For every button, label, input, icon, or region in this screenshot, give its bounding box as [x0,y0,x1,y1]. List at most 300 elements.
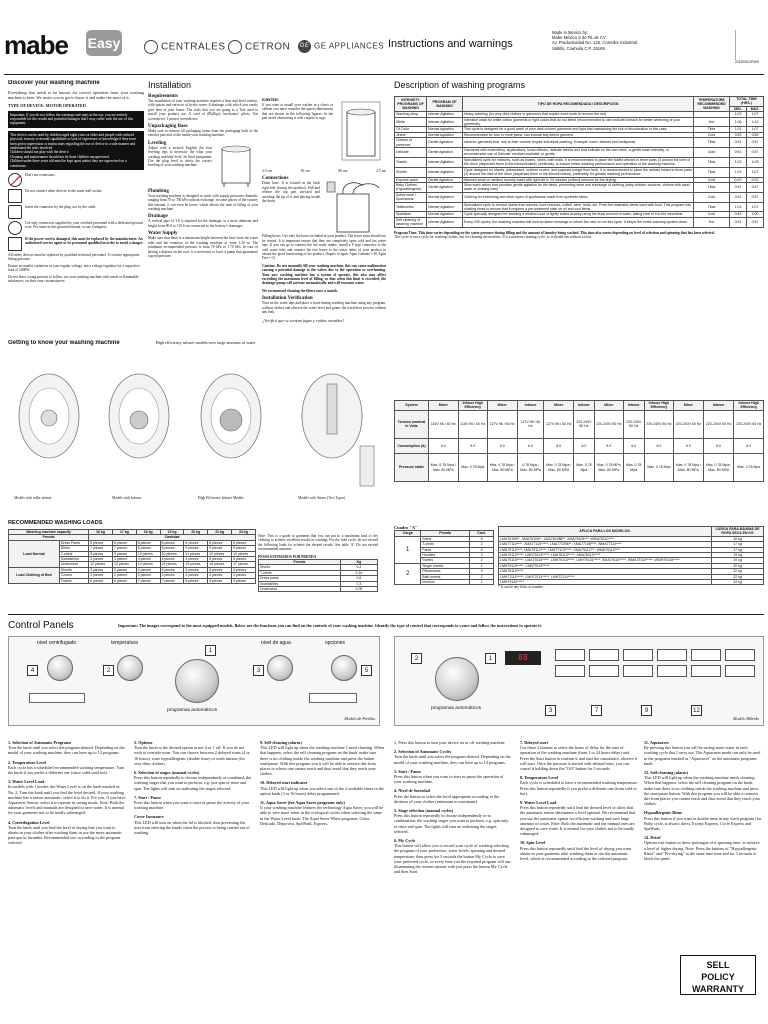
function-text: 1. Press this button to turn your device on or off washing machine. [394,740,506,745]
electric-copy [262,98,333,168]
plumbing-heading: Plumbing [148,188,169,194]
option-button[interactable] [725,649,755,661]
program-cell: 1:00 [747,212,764,217]
cuadro-title: Cuadro "A" [394,526,418,530]
function-heading: 3. Water Level Load [8,779,45,785]
page-header [0,0,768,70]
program-cell: Sheets [395,167,427,177]
callout-7: 7 [591,705,602,716]
garment-name: Sheets [59,567,88,572]
col-header: TIPO DE ROPA RECOMENDADA / DESCRIPCIÓN [463,97,694,112]
verify-question: ¿Verificó que se sientan fugas y ruidos extraños? [262,317,345,323]
program-cell: 0:53 [730,132,747,137]
leveling-block [148,141,258,189]
panel-label: nivel de agua [261,640,291,646]
garment-qty: 14 pieces [160,562,184,567]
capacity-header: Washing machine capacity [9,530,89,535]
cuadro-qty: 3 [470,553,494,558]
infuser-machine [104,356,174,494]
warning-text: Ensure no nearby variations in your regular voltage, use a voltage regulator for a capacitive load of 1000W. [8,263,140,273]
option-button[interactable] [589,665,619,677]
program-cell: 0:57 [747,182,764,192]
weight-kg: 0.6 [340,576,377,581]
weight-kg: 0.2 [340,565,377,570]
program-cell: 1:01 [730,127,747,132]
option-button[interactable] [623,665,653,677]
program-cell: Tibia [694,182,730,192]
garment-qty: 3 pieces [112,557,136,562]
models-footnote: * It can be any letter or number [498,585,544,590]
cuadro-garment: Pillowcases [421,569,470,574]
model-capacity: 16 kg [712,536,764,541]
option-button[interactable] [725,665,755,677]
cuadro-garment: Towels [421,558,470,563]
model-list: LMA76105**, XMA76105**, LMA761088**, XMA75105***, WMA76110**** [499,536,712,541]
spec-cell: Max. 0.78 Mpa [458,454,487,482]
electric-section [262,98,386,342]
plug-icon [8,205,22,219]
garment-qty: 4 pieces [136,557,160,562]
garment-qty: 16 pieces [208,562,232,567]
models-body [499,536,764,585]
connections-text: Drain hose. It is located at the back right side (facing the product). Pull and release the top part outward and avoiding the tip of it and placing inside the drain. [262,181,320,204]
sell-line: SELL [706,960,730,970]
weight-garment: Sweatshirts [259,581,341,586]
program-cell: Intense Agitation [427,112,463,117]
model-capacity: 24 kg [712,580,764,585]
program-cell: 0:51 [730,217,747,227]
spec-cell: Consumption (A) [395,438,429,453]
program-cell: 0:20 [730,177,747,182]
warning-item [8,205,144,219]
model-capacity: 20 kg [712,563,764,568]
children-text: This device can be used by children aged eight years or older and people with reduced physical, sensory or mental capabilities or lack of experience or knowledge if they have been given supervision or instructions regarding the use of device in a safe manner and understand the risks involved. [10,132,137,151]
cabinet-illustration [336,98,386,168]
programs-header-row [395,97,764,107]
option-button[interactable] [657,649,687,661]
function-heading: 4. Centrifugation Level [8,819,50,825]
weight-kg: 0.16 [340,570,377,575]
garment-name: Towels [59,578,88,583]
program-cell: Clothes of presence [395,138,427,148]
loads-table [8,529,256,584]
recommend-filter-text: We recommend cleaning the filters once a month. [262,288,338,293]
garment-qty: 9 pieces [232,546,256,551]
function-heading: 11. Aquasaver [644,740,670,745]
program-time-note: Program Time. This time varies depending on the water pressure during filling and the amount of laundry being washed. This time also varies depending on level of selection and spinning that has been selected. [394,230,715,235]
function-heading: Cover Insurance [134,814,164,820]
spec-cell: 6.0 [458,438,487,453]
option-button[interactable] [555,665,585,677]
spec-cell: Max. 0.78 MPa Max. 80 MPa [594,454,623,482]
models-header [499,527,764,537]
program-row [395,177,764,182]
function-heading: 9. Self-cleaning (alarm) [260,740,302,745]
spec-cell: 220-240V 60 Hz [734,410,764,438]
warning-footer: Do not leave young persons to follow, use your washing machine with needs or flammable substances, on their own circumstances. [8,274,139,284]
children-text: Children under three years old must be kept apart unless they are supervised on a continuous. [10,159,127,168]
dimension-label: 2.5 cm [262,169,272,173]
spec-row [395,438,764,453]
function-heading: 9. Water Level Load [520,800,557,806]
model-list: LMA77110****, XMA77110*****, LMA771096**, XMA77108****, WMA77110**** [499,542,712,547]
spec-cell: 6.0 [517,438,544,453]
knob-model-caption: Modelo de Perillas [344,716,375,721]
weights-title: PESOS ESTIMADOS POR PRENDA [258,554,317,559]
garment-qty: 6 pieces [208,540,232,545]
program-cell: Active wear / Sportswear [395,192,427,202]
garment-qty: 5 pieces [89,540,113,545]
stage-buttons[interactable] [29,693,85,703]
start-pause-button[interactable] [309,693,357,703]
weight-garment: Shorts [259,565,341,570]
function-text: If your washing machine features the technology Aqua Saver, you will be able to save more water in the ecological cycles when selecting the same in the Water Level knob. The Aqua Saver White programs, Color, Delicado, Deportiva, SpaWash, Express. [260,805,384,826]
garment-qty: 3 pieces [89,567,113,572]
button-grid [555,649,755,677]
option-button[interactable] [691,649,721,661]
col-header: Prenda [9,535,89,540]
drainage-heading: Drainage [148,214,168,220]
garment-name: Shirts [59,546,88,551]
installation-section [148,80,258,342]
function-heading: 10. Delayed start indicator [260,780,308,786]
spec-cell: 6.0 [674,438,704,453]
spec-cell: 6.0 [623,438,644,453]
discover-intro: Everything that needs to be known for correct operation from your washing machine is here. We invite you to get to know it and make the most of it. [8,90,144,101]
functions-col-4 [394,740,512,1020]
program-row [395,212,764,217]
program-cell: Intense Agitation [427,157,463,167]
ge-monogram-icon: GE [298,40,311,53]
function-heading: 5. Stage selection (manual cycles) [394,808,454,814]
sell-line: POLICY [701,972,735,982]
program-cell: Cold [694,177,730,182]
col-header: APLICA PARA LOS MODELOS: [499,527,712,537]
maker-line: Made in Mexico by: [552,30,589,35]
option-button[interactable] [589,649,619,661]
garment-qty: 5 pieces [232,557,256,562]
garment-qty: 8 pieces [160,546,184,551]
function-text: This LED will light up when you select one of the 2 available times in the option knob (3 or 16 hours) delay programmed. [260,785,384,796]
garment-qty: 2 pieces [160,573,184,578]
cuadro-qty: 1 [470,580,494,585]
functions-col-3 [260,740,384,1020]
program-cell: This cycle is designed for a good wash of your dark colored garments and light that maintaining the tick of discoloration in this case. [463,127,694,132]
water-supply-text: Make sure that there is a maximum height between the base from the water inlet and the retention of the washing machine of from 1.20 m. The minimum recommended pressure is from 76 kPa or 1.70 kPa. In case of having a deposit on the roof, it is necessary to have a pump that guarantees a good pressure. [148,236,258,258]
function-text: Turn the knob until you find the level of drying that you want to obtain in your clothes after washing them or use the more automatic para que lo incumba. Recommended use, according to the program selected. [8,824,123,846]
garment-qty: 8 pieces [136,546,160,551]
spec-cell: 220-240V 50 Hz [573,410,594,438]
document-title: Instructions and warnings [388,38,513,50]
function-text: Turn the knob to the desired option at not if or 1 off. If you do not wish to override none. You can choose between 2 delayed starts (4 or 16 hours), rinse hypoallergenic (double rinse) or wash intense (for very dirty clothes). [134,745,250,766]
function-text: This LED will light up when the washing machine 1 need cleaning. When that happens, select the self cleaning program on the knob, make sure there is no clothing inside the washing machine and press the button start/pause. With this program you it will be able to remove dirt from places to whose one cannot reach and thus avoid that they reach your clothes. [260,745,384,777]
function-heading: 8. Temperature Level [520,775,559,781]
model-capacity: 19 kg [712,558,764,563]
control-panels-title: Control Panels [8,620,74,631]
garment-qty: 4 pieces [136,567,160,572]
program-cell: Every 200 cycles, the washing machine will emit an alarm message to inform the user to run this cycle. It keeps the entire washing system clean. [463,217,694,227]
spec-cell: Max. 0.78 Mpa / Max. 80 MPa [429,454,459,482]
spec-cell: 6.0 [488,438,518,453]
garment-qty: 3 pieces [112,567,136,572]
weight-row [259,587,378,592]
spec-cell: 127V 96 / 60 Hz [517,410,544,438]
garment-name: Dress Pants [59,540,88,545]
program-cell: Of Color [395,127,427,132]
loads-section [8,520,256,610]
program-cell: Tibia [694,167,730,177]
garment-qty: 8 pieces [184,578,208,583]
program-cell: 0:57 [747,192,764,202]
model-caption: High Efficiency Infuser Models [198,496,244,500]
garment-qty: 6 pieces [89,578,113,583]
weights-body [259,565,378,592]
function-text: Press this button repeatedly until find the level of drying you want obtain in your garments after washing them or use the automatic level, which is recommended according to the selected program. [520,845,632,862]
no-extension-icon [8,173,22,187]
program-cell: Intense Agitation [427,217,463,227]
programs-section [394,80,764,400]
program-cell: Cold [694,212,730,217]
connections-block [262,176,386,234]
program-cell: Gentle Agitation [427,148,463,158]
function-text: Turn the knob until you select the program desired. Depending on the model of your washing machine, they can have up to 14 programs. [394,754,511,765]
program-cell: Tibia [694,138,730,148]
program-cell: Gentle Agitation [427,177,463,182]
function-heading: 3. Start / Pause [394,768,421,774]
warning-text: All safety devices must be replaced by qualified technical personnel. To restore appropriate lifting pressure. [8,253,140,262]
cuadro-garment: Pants [421,547,470,552]
model-capacity: 22 kg [712,574,764,579]
garment-qty: 4 pieces [160,567,184,572]
options-knob[interactable] [331,655,357,681]
col-header: Prenda [421,531,470,536]
dimension-label: 2.5 cm [376,169,386,173]
hybrid-control-panel [394,636,764,726]
option-button[interactable] [555,649,585,661]
dimension-label: 30 cm [300,169,310,173]
garment-qty: 6 pieces [136,540,160,545]
col-header: PROGRAM OF WASHING [427,97,463,112]
program-cell: Express wash [395,177,427,182]
children-box [8,131,144,170]
program-cell: 0:57 [747,148,764,158]
hybrid-model-caption: Modelo Híbrido [733,716,759,721]
warning-list [8,173,144,283]
unpacking-heading: Unpackaging Base [148,124,188,130]
model-list: LMA79115*****, LMA79115*****, LMH79116*****, LMH79116*****, XMA79115*****, WMA79115*****, WMH79116***** [499,558,712,563]
verify-heading: Installation Verification [262,296,313,302]
program-cell: Jeans [395,132,427,137]
spec-col-header: Mixer [488,401,518,411]
models-table [498,526,764,585]
spec-cell: Max. 0.78 Mpa / Max. 80 MPa [544,454,574,482]
program-cell: Hot [694,217,730,227]
garment-name: Sweatshirts [59,557,88,562]
function-text: Options exit button or dress prolongue of it spinning time, to achieve a level of higher drying. Note: Press the buttons of "Hypoallergenic Rinse" and "Pre-drying" at the same time time and for 3 seconds to block the panel. [644,840,760,862]
program-cell: Heavy washing (for very dirty clothes or garments that require more work to remove the dirt). [463,112,694,117]
function-text: Press this button when you want to start or pause the activity of your washing machine. [134,800,250,811]
functions-col-5 [520,740,638,1020]
model-caption: Models with roller infuser [14,496,52,500]
model-list: LMA79119***** [499,569,712,574]
garment-qty: 11 pieces [184,551,208,556]
cuadro-qty: 2 [470,574,494,579]
he-infuser-machine [196,356,266,494]
garment-qty: 3 pieces [232,573,256,578]
garment-qty: 6 pieces [112,540,136,545]
garment-qty: 13 pieces [232,551,256,556]
program-cell: Cycle specially designed for washing a medium load of lightly soiled laundry using the least amount of water, taking care of it in the meantime. [463,212,694,217]
maker-line: Av. Productividad No. 125, Corredor Industrial [552,40,638,46]
function-heading: 11. Aqua Saver (for Aqua Saver programs only) [260,800,345,806]
code-box-frame [735,30,765,60]
stirrer-machine [294,356,380,494]
cuadro-header [395,531,494,536]
function-heading: 6. My Cycle [394,838,416,844]
temperature-knob[interactable] [117,655,143,681]
warning-text: Don't use extensions. [25,173,56,178]
dimension-label: 80 cm [338,169,348,173]
model-list: LMA79112****, LMA79112****, LMA77113*****, XMA79112***, WMA79112**** [499,547,712,552]
spec-cell: 6.0 [544,438,574,453]
spec-cell: 220-240V 50 Hz [594,410,623,438]
function-text: Press this button if you want to double rinse in any wash program (for Baby cycle, it always does). Except Express, Cycle Express and SpaWash. [644,815,762,832]
program-row [395,202,764,212]
program-row [395,117,764,127]
weights-table [258,559,378,592]
program-row [395,138,764,148]
function-text: Use these 2 buttons to select the hours of delay for the start of operation of the washing machine (from 1 to 24 hours delay) and Press the Start button to confirm it and start the cumulative, observe it will start. Once the pressure is started with delayed start, you can cancel it holding down the "Off" button for 3 seconds. [520,745,638,772]
callout-2: 2 [103,665,114,676]
installation-title: Installation [148,80,192,90]
program-cell: 0:57 [747,138,764,148]
garment-qty: 6 pieces [232,540,256,545]
garment-qty: 12 pieces [208,551,232,556]
manufacturer-info [552,30,712,51]
program-row [395,217,764,227]
hose-connection-illustration [323,176,385,234]
program-cell: Normal Agitation [427,132,463,137]
know-title: Getting to know your washing machine [8,340,120,346]
function-text: This LED will turn on when the lid is blocked, thus preventing the user from entering the hands when the process is being carried out of washing. [134,819,250,836]
garment-qty: 17 pieces [232,562,256,567]
program-cell: 0:45 [730,212,747,217]
program-cell: Specialized cycle to remove stains from sauces, food residues, coffee, wine, fruits, etc. From the washable items used with food. This program has soaking times to ensure that it requires a pre-treatment stain on oil and cool items. [463,202,694,212]
header-divider [4,74,764,75]
program-cell: 1:07 [747,202,764,212]
cuadro-table [394,530,494,585]
program-cell: Cold [694,132,730,137]
program-cell: 1:12 [747,117,764,127]
spec-cell: 220-240V 50 Hz [644,410,673,438]
sell-policy-warranty-box [680,955,756,995]
loads-title: RECOMMENDED WASHING LOADS [8,520,103,526]
sell-line: WARRANTY [692,984,744,994]
children-text: Cleaning and maintenance should not be done children unsupervised. [10,154,110,159]
option-button[interactable] [691,665,721,677]
spin-knob[interactable] [47,655,73,681]
function-heading: 10. Spin Level [520,840,546,846]
program-cell: Intense Agitation [427,117,463,127]
cycle-knob[interactable] [435,657,479,701]
electric-top [262,98,386,168]
program-cell: Recommended for four or more jeans, can include any denim garment. [463,132,694,137]
garment-qty: 9 pieces [232,578,256,583]
function-text: Press this button repeatedly to choose independently or in combination, the washing stages you want to perform, e.g. spin only or rinse and spin. The lights will turn on indicating the stages selected. [394,813,509,834]
doc-code: 2114D321P003 [735,60,760,64]
panel-sublabel: programas automáticos [431,706,482,711]
garment-qty: 5 pieces [232,567,256,572]
cuadro-garment: T-shirts [421,542,470,547]
garment-qty: 4 pieces [184,567,208,572]
program-cell: SpaWash [395,212,427,217]
drainage-text: A vertical pipe of 3.8 is required for the drainage, or a more diameter and height from 90.8 to 110.8 cm connected to the hosiery's drainages. [148,219,258,228]
program-cell: Tibia [694,157,730,167]
panel-label: nivel centrifugado [37,640,77,646]
program-cell: Tibia [694,127,730,132]
model-capacity: 17 kg [712,542,764,547]
water-level-knob[interactable] [267,655,293,681]
program-cell: Washes small or medium laundry loads with light dirt in 20 minutes (without sensors for the drying). [463,177,694,182]
model-list: LMA79113*****, LMH79113*****, LMA78113*****, XMA78113***** [499,553,712,558]
col-header: MAX. [747,106,764,111]
spec-cell: 6.0 [594,438,623,453]
program-cell: 1:07 [747,167,764,177]
spec-col-header: Infuser High Efficiency [734,401,764,411]
garment-qty: 6 pieces [160,540,184,545]
hybrid-button-grid [555,649,755,709]
cuadro-qty: 5 [470,547,494,552]
function-heading: 6. Selection of stages (manual cycles) [134,770,200,776]
loads-note: Note: This is a guide to garments that you can put in a maximum load of dry clothing to achieve excellent results in washing. For the load cycle, do not exceed the following loads for achieve the desired results. See table 'A'. Do not exceed recommended amounts. [258,534,378,552]
loads-notes [258,534,378,610]
cuadro-garment: Shirts [421,536,470,541]
spec-col-header: Infuser High Efficiency [458,401,487,411]
program-knob[interactable] [175,659,219,703]
cuadro-qty: 5 [470,536,494,541]
spec-cell: Max. 0.78 Mpa / Max. 80 MPa [488,454,518,482]
program-cell: 1:06 [730,117,747,127]
garment-qty: 7 pieces [89,546,113,551]
function-heading: 5. Options [134,740,153,745]
warning-text: Insert the connector by the plug, not by the cable. [25,205,97,210]
warning-item [8,221,144,235]
program-cell: Gentle Agitation [427,138,463,148]
program-row [395,167,764,177]
model-capacity: 22 kg [712,569,764,574]
leveling-illustration [214,141,258,189]
type-heading: TYPE OF DEVICE: MOTOR OPERATED [8,103,86,109]
cuadro-left [394,526,494,590]
col-header: Carga [395,531,421,536]
spec-col-header: Infuser [573,401,594,411]
weight-garment: Dress pants [259,576,341,581]
spec-cell: 116V 96 / 60 Hz [458,410,487,438]
warning-text: If the power cord is damaged, this must be replaced by the manufacturer. An authorized service agent or by personnel qualified in order to avoid a danger. [25,237,144,246]
electric-text: If you want to install your washer in a closet or cabinet you must consider the spaces dimensions that are shown in the following figures. In the pad avoid obstructing it with carpets or rugs. [262,103,333,121]
garment-qty: 2 pieces [184,573,208,578]
garment-qty: 15 pieces [184,562,208,567]
option-button[interactable] [623,649,653,661]
program-cell: Ideal for garments that, due to their volume require individual washing. Example: towel, blanket and bedspread. [463,138,694,148]
garment-name: Underwear [59,562,88,567]
option-button[interactable] [657,665,687,677]
program-row [395,192,764,202]
program-cell: Intense Agitation [427,167,463,177]
cuadro-qty: 2 [470,558,494,563]
callout-3: 3 [253,665,264,676]
program-cell: 1:01 [730,167,747,177]
